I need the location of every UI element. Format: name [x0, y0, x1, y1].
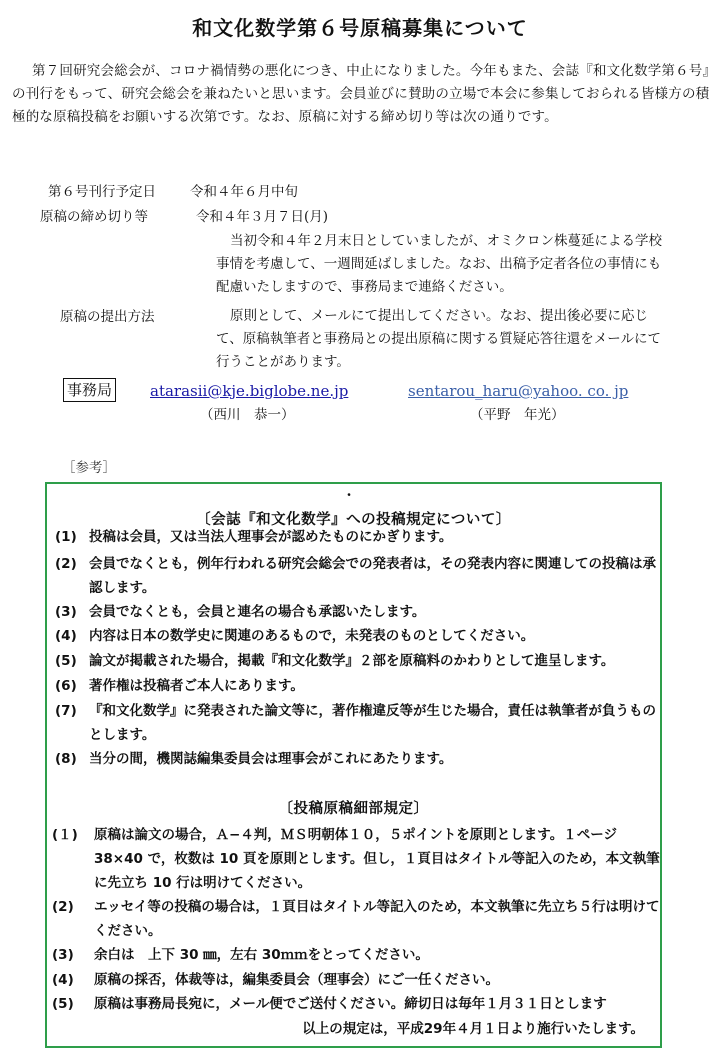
detail-rule-number: (4)	[52, 972, 74, 988]
closing-note: 以上の規定は，平成29年４月１日より施行いたします。	[302, 1021, 644, 1037]
deadline-note	[216, 230, 668, 299]
office-email-link-2[interactable]: sentarou_haru@yahoo. co. jp	[408, 382, 629, 400]
rule-text: 当分の間，機関誌編集委員会は理事会がこれにあたります。	[89, 751, 453, 767]
detail-rule-text: 原稿は事務局長宛に，メール便でご送付ください。締切日は毎年１月３１日とします	[94, 996, 607, 1012]
rule-text: 内容は日本の数学史に関連のあるもので，未発表のものとしてください。	[89, 628, 535, 644]
detail-rule-text: 原稿の採否，体裁等は，編集委員会（理事会）にご一任ください。	[94, 972, 499, 988]
publish-date-value: 令和４年６月中旬	[190, 184, 298, 200]
rule-number: (8)	[55, 751, 77, 767]
publish-date-label: 第６号刊行予定日	[48, 184, 156, 200]
detail-rule-number: (5)	[52, 996, 74, 1012]
deadline-note-text: 当初令和４年２月末日としていましたが、オミクロン株蔓延による学校事情を考慮して、一週間延ばしました。なお、出稿予定者各位の事情にも配慮いたしますので、事務局まで連絡ください。	[216, 233, 662, 295]
submission-method-text: 原則として、メールにて提出してください。なお、提出後必要に応じて、原稿執筆者と事務局との提出原稿に関する質疑応答往還をメールにて行うことがあります。	[216, 308, 661, 370]
office-email-link-1[interactable]: atarasii@kje.biglobe.ne.jp	[150, 382, 349, 400]
rule-text: 投稿は会員，又は当法人理事会が認めたものにかぎります。	[89, 529, 453, 545]
page-title: 和文化数学第６号原稿募集について	[192, 16, 528, 40]
dot-mark: ・	[343, 488, 356, 502]
rule-text: 『和文化数学』に発表された論文等に，著作権違反等が生じた場合，責任は執筆者が負うものとします。	[89, 703, 656, 743]
detail-rule-text: 原稿は論文の場合，Ａ−４判，ＭＳ明朝体１０，５ポイントを原則とします。１ページ 38×40 で，枚数は 10 頁を原則とします。但し，１頁目はタイトル等記入のため，本文執筆に先立ち 10 行は明けてください。	[94, 827, 660, 891]
contact-person-1: （西川 恭一）	[200, 407, 295, 423]
detail-rule-number: (１)	[52, 827, 78, 843]
rule-text: 著作権は投稿者ご本人にあります。	[89, 678, 304, 694]
rule-number: (3)	[55, 604, 77, 620]
submission-rules-title: 〔会誌『和文化数学』への投稿規定について〕	[196, 511, 511, 528]
rule-text: 論文が掲載された場合，掲載『和文化数学』２部を原稿料のかわりとして進呈します。	[89, 653, 615, 669]
deadline-label: 原稿の締め切り等	[40, 209, 148, 225]
intro-paragraph	[12, 60, 712, 129]
submission-method-note	[216, 305, 668, 374]
intro-text: 第７回研究会総会が、コロナ禍情勢の悪化につき、中止になりました。今年もまた、会誌『和文化数学第６号』の刊行をもって、研究会総会を兼ねたいと思います。会員並びに賛助の立場で本会に参集しておられる皆様方の積極的な原稿投稿をお願いする次第です。なお、原稿に対する締め切り等は次の通りです。	[12, 63, 710, 125]
rule-number: (6)	[55, 678, 77, 694]
rule-text: 会員でなくとも，例年行われる研究会総会での発表者は，その発表内容に関連しての投稿は承認します。	[89, 556, 656, 596]
detail-rules-title: 〔投稿原稿細部規定〕	[278, 800, 429, 817]
rule-number: (1)	[55, 529, 77, 545]
rule-number: (2)	[55, 556, 77, 572]
detail-rule-number: (3)	[52, 947, 74, 963]
detail-rule-text: 余白は 上下 30 ㎜，左右 30ｍｍをとってください。	[94, 947, 429, 963]
rule-text: 会員でなくとも，会員と連名の場合も承認いたします。	[89, 604, 426, 620]
rule-number: (7)	[55, 703, 77, 719]
submission-method-label: 原稿の提出方法	[60, 309, 155, 325]
reference-label: ［参考］	[62, 460, 116, 476]
rule-number: (4)	[55, 628, 77, 644]
office-label: 事務局	[63, 378, 116, 402]
detail-rule-number: (2)	[52, 899, 74, 915]
contact-person-2: （平野 年光）	[470, 407, 565, 423]
detail-rule-text: エッセイ等の投稿の場合は，１頁目はタイトル等記入のため，本文執筆に先立ち５行は明けてください。	[94, 899, 660, 939]
rule-number: (5)	[55, 653, 77, 669]
deadline-value: 令和４年３月７日(月)	[196, 209, 329, 225]
